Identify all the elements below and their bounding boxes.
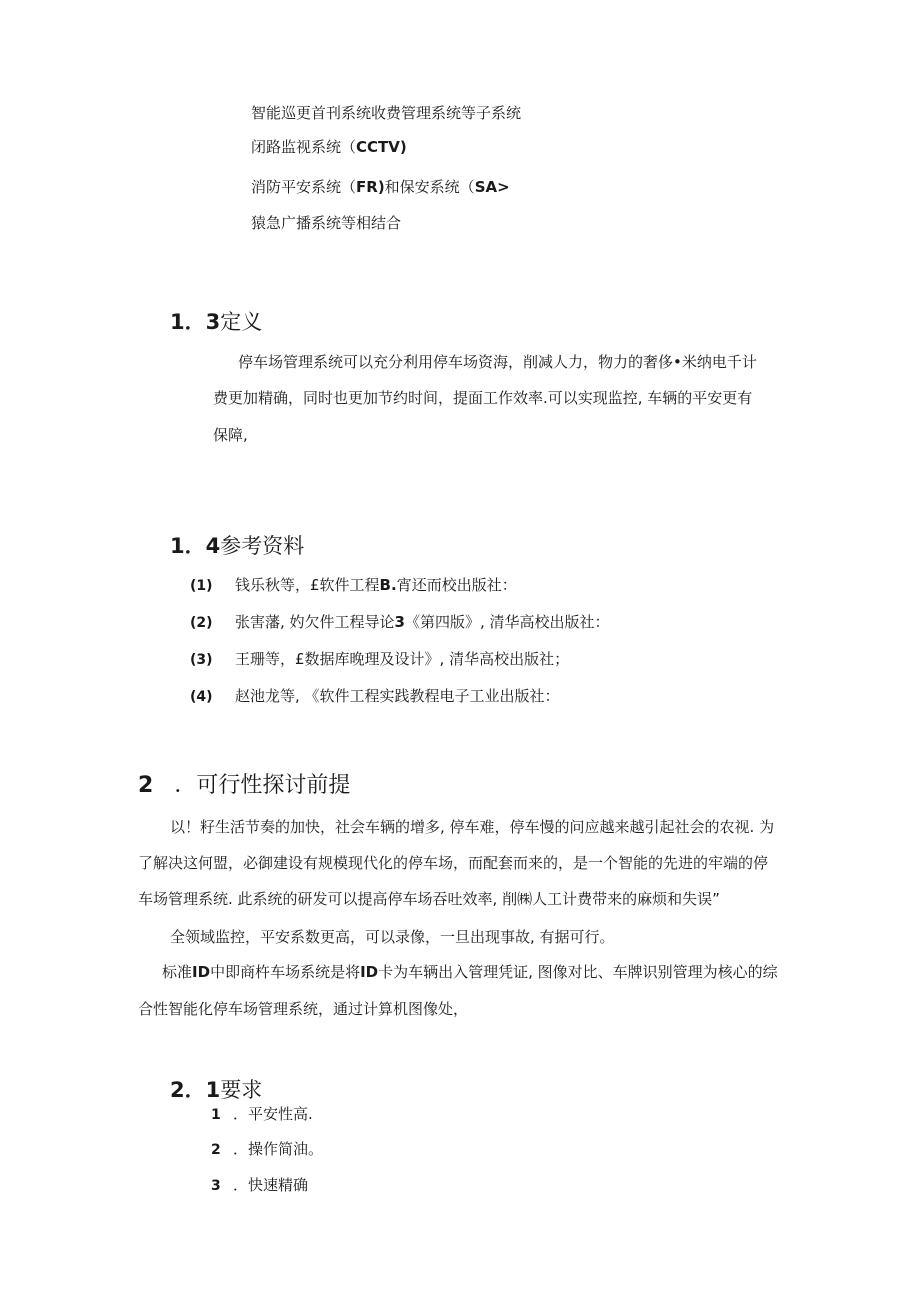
section-2-para3-line-2: 合性智能化停车场管理系统，通过计算机图像处，: [138, 1000, 469, 1018]
para3-post: 卡为车辆出入管理凭证, 图像对比、车牌识别管理为核心的综: [378, 963, 778, 981]
section-1-3-line-1: 停车场管理系统可以充分利用停车场资海，削减人力，物力的奢侈•米纳电千计: [238, 353, 757, 371]
ref-1-post: 宵还而校出版社：: [396, 576, 517, 594]
section-2-para1-line-2: 了解决这何盟，必御建设有规模现代化的停车场，而配套而来的，是一个智能的先进的牢端的停: [138, 854, 769, 872]
para3-pre: 标准: [162, 963, 193, 981]
ref-1-bold: B.: [379, 576, 397, 594]
req-num-2: 2: [211, 1142, 221, 1158]
section-2-para3-line-1: [162, 962, 778, 982]
cctv-label: CCTV): [356, 138, 407, 156]
ref-2-pre: 张害藩, 妁欠件工程导论: [235, 613, 395, 631]
req-num-1: 1: [211, 1107, 221, 1123]
section-2-para1-line-1: 以！籽生活节奏的加快，社会车辆的增多, 停车难，停车慢的问应越来越引起社会的农视. 为: [170, 818, 775, 836]
section-1-3-heading: [170, 308, 262, 336]
ref-num-2: (2): [190, 615, 213, 631]
section-2-title: ．可行性探讨前提: [174, 773, 351, 798]
section-2-1-num: 2．1: [170, 1078, 221, 1102]
ref-2-bold: 3: [394, 613, 405, 631]
req-num-3: 3: [211, 1178, 221, 1194]
intro-line-1: 智能巡更首刊系统收费管理系统等子系统: [251, 104, 522, 122]
intro-line-3: [251, 177, 510, 197]
req-text-2: ．操作简油。: [233, 1140, 324, 1158]
ref-text-2: [235, 612, 610, 632]
section-2-num: 2: [138, 773, 154, 798]
intro-line-4: 猿急广播系统等相结合: [251, 214, 402, 232]
ref-num-1: (1): [190, 578, 213, 594]
section-1-4-heading: [170, 532, 304, 560]
section-2-para2: 全领域监控，平安系数更高，可以录像，一旦出现事故, 有据可行。: [170, 928, 615, 946]
para3-id-1: ID: [192, 963, 211, 981]
section-2-para1-line-3: 车场管理系统. 此系统的研发可以提高停车场吞吐效率, 削㈱人工计费带来的麻烦和失误”: [138, 890, 720, 908]
intro-line-2: [251, 137, 407, 157]
fr-label: FR): [356, 178, 385, 196]
intro-line-3-mid: 和保安系统（: [384, 178, 475, 196]
para3-mid: 中即商杵车场系统是将: [210, 963, 361, 981]
section-1-4-title: 参考资料: [220, 534, 305, 558]
req-text-3: ．快速精确: [233, 1176, 309, 1194]
ref-num-3: (3): [190, 652, 213, 668]
section-1-4-num: 1．4: [170, 534, 221, 558]
section-2-1-title: 要求: [220, 1078, 263, 1102]
req-text-1: ．平安性高.: [233, 1105, 313, 1123]
ref-2-post: 《第四版》, 清华高校出版社：: [404, 613, 610, 631]
ref-text-1: [235, 575, 517, 595]
section-2-1-heading: [170, 1076, 262, 1104]
section-1-3-title: 定义: [220, 310, 263, 334]
ref-1-pre: 钱乐秋等，£软件工程: [235, 576, 380, 594]
section-1-3-num: 1．3: [170, 310, 221, 334]
ref-text-4: 赵池龙等, 《软件工程实践教程电子工业出版社：: [235, 687, 560, 705]
section-1-3-line-2: 费更加精确，同时也更加节约时间，提面工作效率.可以实现监控, 车辆的平安更有: [213, 389, 753, 407]
intro-line-2-text: 闭路监视系统（: [251, 138, 357, 156]
section-1-3-line-3: 保障,: [213, 426, 248, 444]
para3-id-2: ID: [360, 963, 379, 981]
ref-text-3: 王珊等，£数据库晚理及设计》, 清华高校出版社；: [235, 650, 570, 668]
sa-label: SA>: [474, 178, 510, 196]
ref-num-4: (4): [190, 689, 213, 705]
section-2-heading: [138, 771, 350, 801]
intro-line-3-text: 消防平安系统（: [251, 178, 357, 196]
